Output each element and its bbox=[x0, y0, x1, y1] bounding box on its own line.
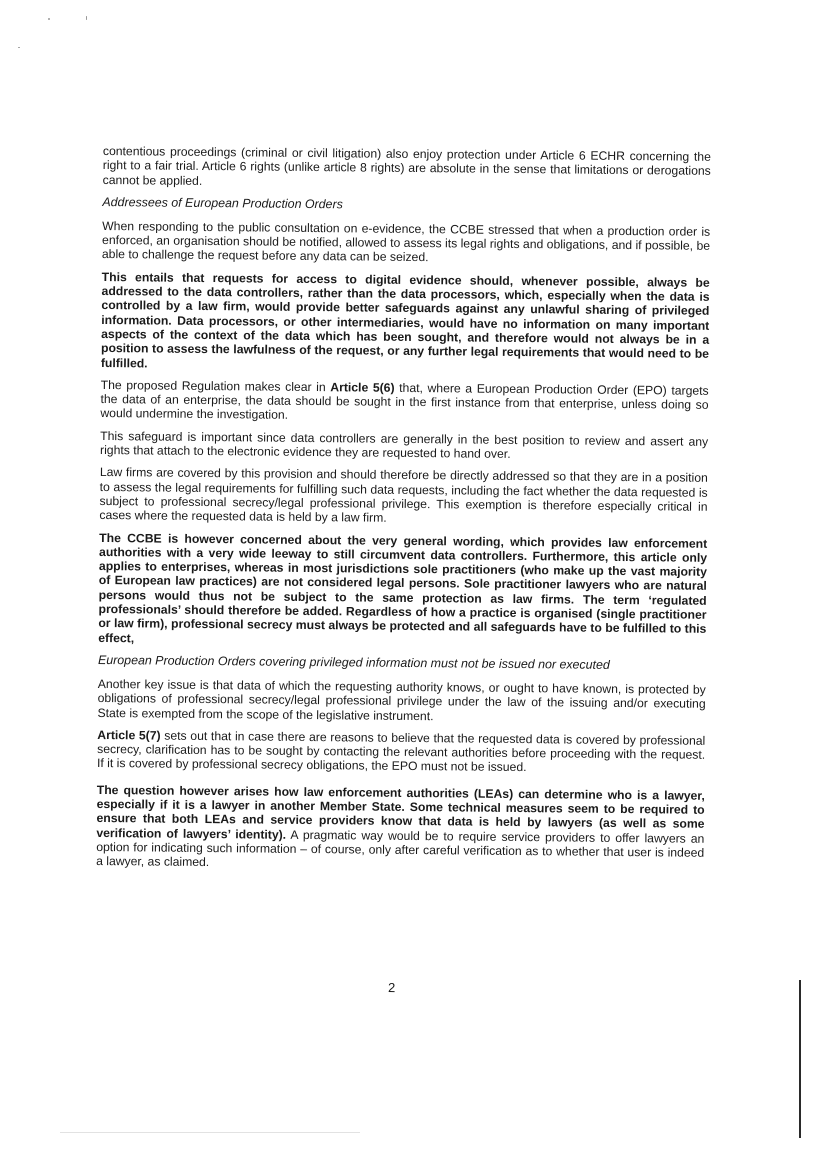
text-run: The proposed Regulation makes clear in bbox=[100, 377, 331, 395]
text-run: A pragmatic way would be to require service providers to offer lawyers an option for indicating such information – of course, only after careful verification as to whether that user is indeed a lawyer, as claimed. bbox=[96, 827, 705, 870]
text-run: that, where a European Production Order (EPO) targets the data of an enterprise, the data should be sought in the first instance from that enterprise, unless doing so would undermine the investigation. bbox=[100, 380, 709, 423]
paragraph-law-firms: Law firms are covered by this provision and should therefore be directly addressed so that they are in a position to assess the legal requirements for fulfilling such data requests, including the fact whether the data requested is subject to professional secrecy/legal professional privilege. This exemption is therefore especially critical in cases where the requested data is held by a law firm. bbox=[99, 465, 708, 525]
paragraph-ccbe-concern: The CCBE is however concerned about the very general wording, which provides law enforcement authorities with a very wide leeway to still circumvent data controllers. Furthermore, this article only applies to enterprises, whereas in most jurisdictions sole practitioners (who make up the vast majority of European law practices) are not considered legal persons. Sole practitioner lawyers who are natural persons would thus not be subject to the same protection as law firms. The term ‘regulated professionals’ should therefore be added. Regardless of how a practice is organised (single practitioner or law firm), professional secrecy must always be protected and all safeguards have to be fulfilled to this effect, bbox=[98, 530, 708, 645]
paragraph-safeguard: This safeguard is important since data controllers are generally in the best position to review and assert any rights that attach to the electronic evidence they are requested to hand over. bbox=[99, 428, 709, 461]
scan-edge-line bbox=[799, 980, 801, 1138]
article-reference: Article 5(6) bbox=[330, 380, 395, 395]
text-run: sets out that in case there are reasons to believe that the requested data is covered by professional secrecy, clarification has to be sought by contacting the relevant authorities before proceeding with the request. If it is covered by professional secrecy obligations, the EPO must not be issued. bbox=[96, 728, 706, 775]
heading-addressees: Addressees of European Production Orders bbox=[102, 194, 343, 212]
paragraph-article-5-6 bbox=[100, 378, 708, 427]
scan-speck bbox=[86, 16, 87, 20]
paragraph-article-5-7 bbox=[97, 728, 705, 777]
page-number: 2 bbox=[387, 979, 396, 996]
bold-statement: The question however arises how law enforcement authorities (LEAs) can determine who is a lawyer, especially if it is a lawyer in another Member State. Some technical measures seem to be required to ensure that both LEAs and service providers know that data is held by lawyers (as well as some verification of lawyers’ identity). bbox=[96, 782, 705, 842]
paragraph-consultation: When responding to the public consultation on e-evidence, the CCBE stressed that when a production order is enforced, an organisation should be notified, allowed to assess its legal rights and obligations, and if possible, be able to challenge the request before any data can be seized. bbox=[101, 218, 711, 265]
paragraph-article6: contentious proceedings (criminal or civil litigation) also enjoy protection under Article 6 ECHR concerning the right to a fair trial. Article 6 rights (unlike article 8 rights) are absolute in the sense that limitations or derogations cannot be applied. bbox=[102, 144, 711, 188]
document-body bbox=[96, 144, 711, 882]
paragraph-lawyer-identification bbox=[96, 783, 705, 875]
paragraph-key-issue: Another key issue is that data of which the requesting authority knows, or ought to have known, is protected by obligations of professional secrecy/legal professional privilege under the law of the issuing and/or executing State is exempted from the scope of the legislative instrument. bbox=[97, 676, 706, 723]
scan-speck bbox=[18, 47, 20, 48]
scan-speck bbox=[48, 18, 50, 20]
paragraph-data-controllers: This entails that requests for access to digital evidence should, whenever possible, always be addressed to the data controllers, rather than the data processors, which, especially when the data is controlled by a law firm, would provide better safeguards against any unlawful sharing of privileged information. Data processors, or other intermediaries, would have no information on many important aspects of the context of the data which has been sought, and therefore would not always be in a position to assess the lawfulness of the request, or any further legal requirements that would need to be fulfilled. bbox=[100, 269, 710, 371]
scan-shadow bbox=[60, 1132, 360, 1133]
heading-privileged-information: European Production Orders covering privileged information must not be issued nor executed bbox=[97, 652, 610, 672]
article-reference: Article 5(7) bbox=[97, 727, 161, 743]
